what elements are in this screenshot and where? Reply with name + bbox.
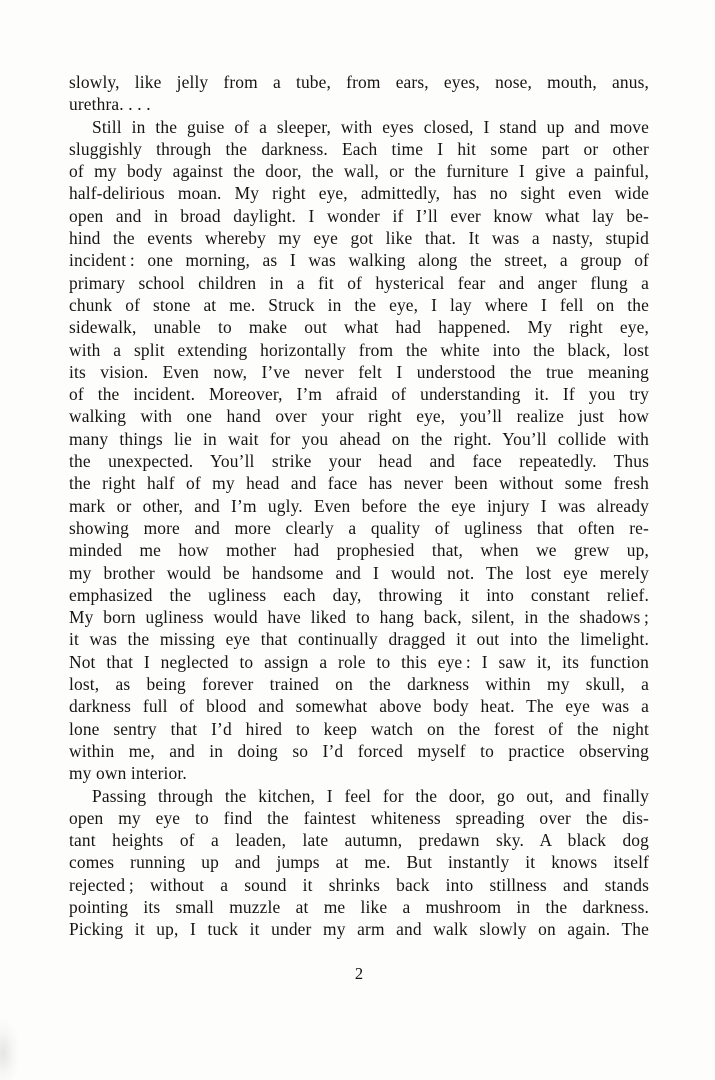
text-line: darkness full of blood and somewhat above body heat. The eye was a	[69, 696, 649, 717]
text-line: my brother would be handsome and I would not. The lost eye merely	[69, 562, 649, 583]
text-line: half-delirious moan. My right eye, admittedly, has no sight even wide	[69, 183, 649, 204]
text-line: showing more and more clearly a quality of ugliness that often re-	[69, 517, 649, 538]
text-line: Picking it up, I tuck it under my arm and walk slowly on again. The	[69, 919, 649, 940]
text-line: chunk of stone at me. Struck in the eye, I lay where I fell on the	[69, 294, 649, 315]
text-line: mark or other, and I’m ugly. Even before the eye injury I was already	[69, 495, 649, 516]
text-line: it was the missing eye that continually dragged it out into the limelight.	[69, 629, 649, 650]
text-line: hind the events whereby my eye got like that. It was a nasty, stupid	[69, 228, 649, 249]
text-line: comes running up and jumps at me. But instantly it knows itself	[69, 852, 649, 873]
text-line: lost, as being forever trained on the darkness within my skull, a	[69, 674, 649, 695]
text-line: lone sentry that I’d hired to keep watch on the forest of the night	[69, 718, 649, 739]
text-line: emphasized the ugliness each day, throwing it into constant relief.	[69, 584, 649, 605]
text-line: rejected ; without a sound it shrinks back into stillness and stands	[69, 874, 649, 895]
text-line: of the incident. Moreover, I’m afraid of understanding it. If you try	[69, 384, 649, 405]
text-line: of my body against the door, the wall, or the furniture I give a painful,	[69, 161, 649, 182]
page-number: 2	[354, 964, 364, 983]
text-line: sidewalk, unable to make out what had happened. My right eye,	[69, 317, 649, 338]
text-line: within me, and in doing so I’d forced myself to practice observing	[69, 740, 649, 761]
text-line: walking with one hand over your right eye, you’ll realize just how	[69, 406, 649, 427]
text-line: with a split extending horizontally from the white into the black, lost	[69, 339, 649, 360]
text-line: open and in broad daylight. I wonder if I’ll ever know what lay be-	[69, 205, 649, 226]
text-line: sluggishly through the darkness. Each time I hit some part or other	[69, 138, 649, 159]
text-line: the unexpected. You’ll strike your head and face repeatedly. Thus	[69, 451, 649, 472]
text-line: incident : one morning, as I was walking along the street, a group of	[69, 250, 649, 271]
text-line: Not that I neglected to assign a role to this eye : I saw it, its function	[69, 651, 649, 672]
text-line: pointing its small muzzle at me like a mushroom in the darkness.	[69, 896, 649, 917]
body-text	[69, 71, 649, 941]
text-line: urethra. . . .	[69, 94, 151, 115]
text-line: minded me how mother had prophesied that, when we grew up,	[69, 540, 649, 561]
text-line: my own interior.	[69, 763, 187, 784]
text-line: primary school children in a fit of hysterical fear and anger flung a	[69, 272, 649, 293]
text-line: tant heights of a leaden, late autumn, predawn sky. A black dog	[69, 830, 649, 851]
text-line: slowly, like jelly from a tube, from ears, eyes, nose, mouth, anus,	[69, 72, 649, 92]
text-line: open my eye to find the faintest whiteness spreading over the dis-	[69, 807, 649, 828]
text-line: its vision. Even now, I’ve never felt I understood the true meaning	[69, 361, 649, 382]
text-line: My born ugliness would have liked to hang back, silent, in the shadows ;	[69, 607, 649, 628]
text-line: the right half of my head and face has never been without some fresh	[69, 473, 649, 494]
text-line: many things lie in wait for you ahead on the right. You’ll collide with	[69, 428, 649, 449]
text-line: Passing through the kitchen, I feel for the door, go out, and finally	[92, 785, 649, 806]
text-line: Still in the guise of a sleeper, with eyes closed, I stand up and move	[92, 116, 649, 137]
scan-smudge	[0, 1018, 20, 1080]
